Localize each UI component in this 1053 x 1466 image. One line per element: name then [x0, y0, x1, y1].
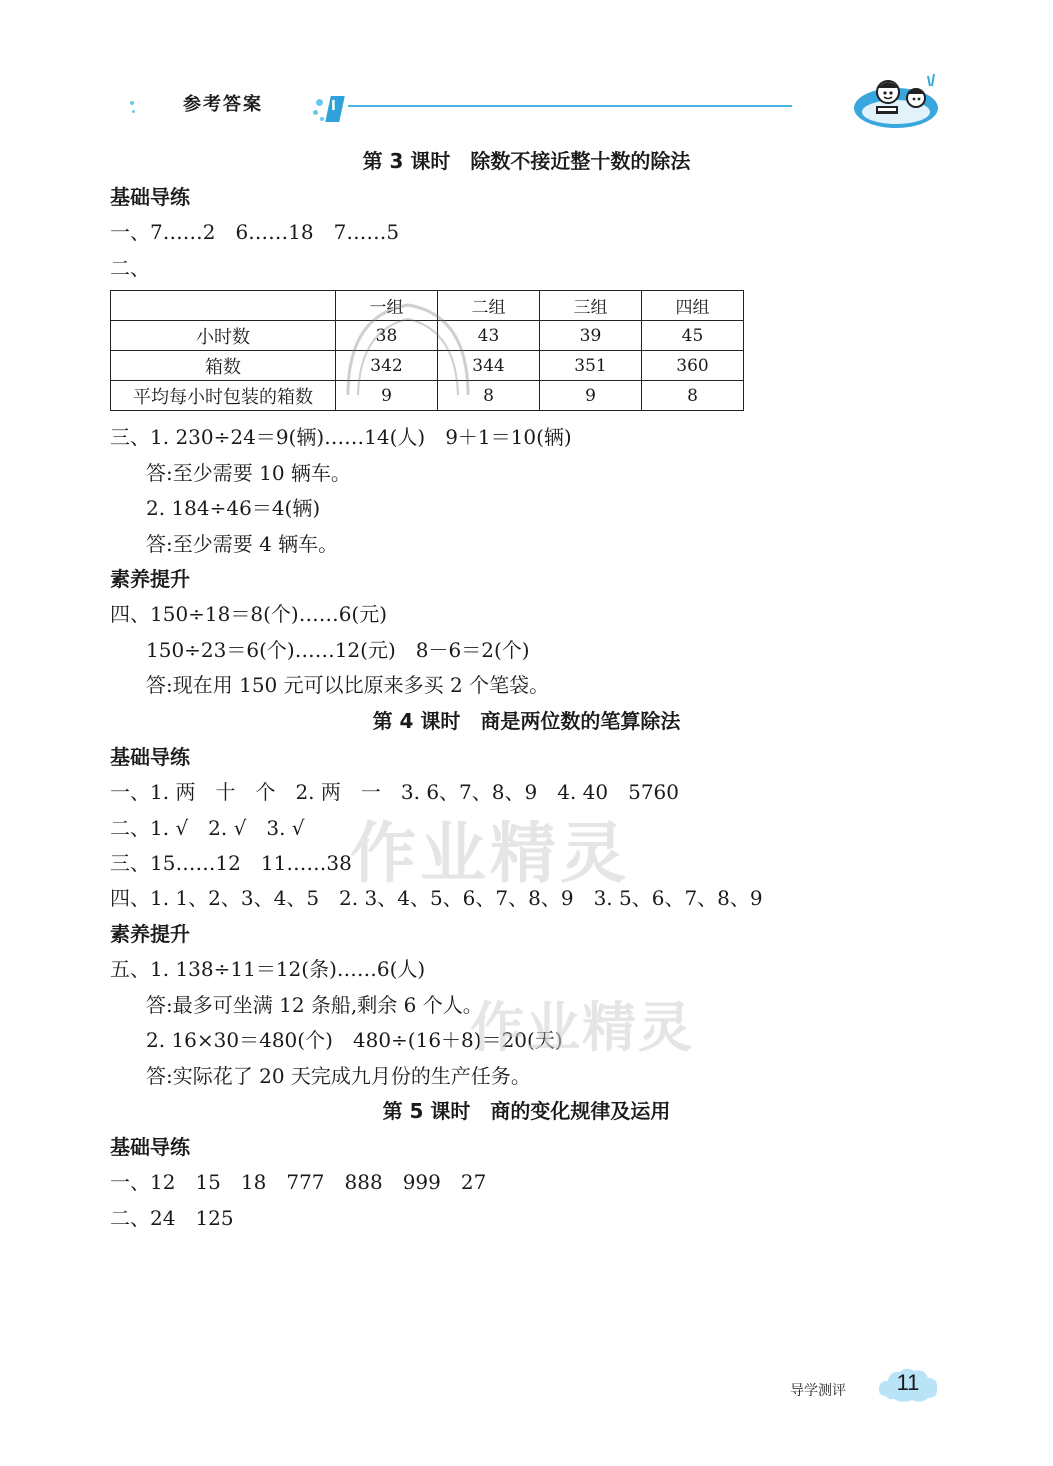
answer-line: 一、12 15 18 777 888 999 27	[110, 1170, 487, 1194]
lesson-3-heading	[0, 147, 1053, 175]
table-cell: 三组	[540, 291, 642, 321]
cartoon-kids-icon	[848, 68, 948, 134]
watermark-seal-icon	[338, 295, 478, 425]
table-cell: 8	[438, 381, 540, 411]
decor-dot	[316, 99, 323, 106]
section-improvement: 素养提升	[110, 922, 190, 946]
table-cell: 箱数	[111, 351, 336, 381]
answer-line: 答:最多可坐满 12 条船,剩余 6 个人。	[146, 993, 483, 1017]
answer-line: 三、15……12 11……38	[110, 851, 352, 875]
lesson-4-heading	[0, 707, 1053, 735]
table-cell: 四组	[642, 291, 744, 321]
answer-line: 答:实际花了 20 天完成九月份的生产任务。	[146, 1064, 531, 1088]
lesson-5-number: 第 5 课时	[382, 1099, 471, 1123]
table-cell: 一组	[336, 291, 438, 321]
answer-line: 五、1. 138÷11＝12(条)……6(人)	[110, 957, 426, 981]
lesson-3-number: 第 3 课时	[362, 149, 451, 173]
answer-line: 答:至少需要 10 辆车。	[146, 461, 351, 485]
lesson-5-heading	[0, 1097, 1053, 1125]
answer-line: 二、	[110, 256, 150, 280]
table-cell: 342	[336, 351, 438, 381]
table-cell: 39	[540, 321, 642, 351]
answer-line: 四、1. 1、2、3、4、5 2. 3、4、5、6、7、8、9 3. 5、6、7、8、9	[110, 886, 763, 910]
table-cell: 38	[336, 321, 438, 351]
answer-line: 150÷23＝6(个)……12(元) 8－6＝2(个)	[146, 638, 530, 662]
section-basic-practice: 基础导练	[110, 1135, 190, 1159]
answer-line: 2. 184÷46＝4(辆)	[146, 496, 321, 520]
decor-dot	[132, 110, 135, 113]
answer-line: 一、7……2 6……18 7……5	[110, 220, 400, 244]
table-cell: 二组	[438, 291, 540, 321]
watermark-stamp: 作业精灵	[350, 815, 630, 892]
section-improvement: 素养提升	[110, 567, 190, 591]
section-basic-practice: 基础导练	[110, 185, 190, 209]
answer-line: 三、1. 230÷24＝9(辆)……14(人) 9＋1＝10(辆)	[110, 425, 572, 449]
header-rule	[348, 105, 792, 107]
watermark-stamp: 作业精灵	[470, 996, 694, 1059]
table-cell: 344	[438, 351, 540, 381]
lesson-5-name: 商的变化规律及运用	[490, 1099, 671, 1123]
page-number: 11	[896, 1370, 920, 1395]
lesson-4-number: 第 4 课时	[372, 709, 461, 733]
table-cell: 9	[540, 381, 642, 411]
answer-line: 答:至少需要 4 辆车。	[146, 532, 339, 556]
answer-line: 二、1. √ 2. √ 3. √	[110, 816, 305, 840]
table-cell: 9	[336, 381, 438, 411]
lesson-3-name: 除数不接近整十数的除法	[470, 149, 691, 173]
decor-dot	[130, 101, 134, 105]
answer-line: 2. 16×30＝480(个) 480÷(16＋8)＝20(天)	[146, 1028, 563, 1052]
decor-dot	[320, 117, 324, 121]
answer-line: 四、150÷18＝8(个)……6(元)	[110, 602, 388, 626]
answer-line: 一、1. 两 十 个 2. 两 一 3. 6、7、8、9 4. 40 5760	[110, 780, 680, 804]
table-cell: 小时数	[111, 321, 336, 351]
answer-line: 答:现在用 150 元可以比原来多买 2 个笔袋。	[146, 673, 550, 697]
lesson-4-name: 商是两位数的笔算除法	[480, 709, 681, 733]
table-cell: 平均每小时包装的箱数	[111, 381, 336, 411]
decor-dot	[313, 110, 318, 115]
header-title: 参考答案	[183, 94, 263, 115]
table-cell: 45	[642, 321, 744, 351]
header-tab-glyph: I	[331, 99, 336, 114]
table-cell: 360	[642, 351, 744, 381]
section-basic-practice: 基础导练	[110, 745, 190, 769]
table-cell: 43	[438, 321, 540, 351]
table-cell: 351	[540, 351, 642, 381]
footer-label: 导学测评	[790, 1383, 846, 1399]
table-cell: 8	[642, 381, 744, 411]
answer-line: 二、24 125	[110, 1206, 234, 1230]
table-cell	[111, 291, 336, 321]
